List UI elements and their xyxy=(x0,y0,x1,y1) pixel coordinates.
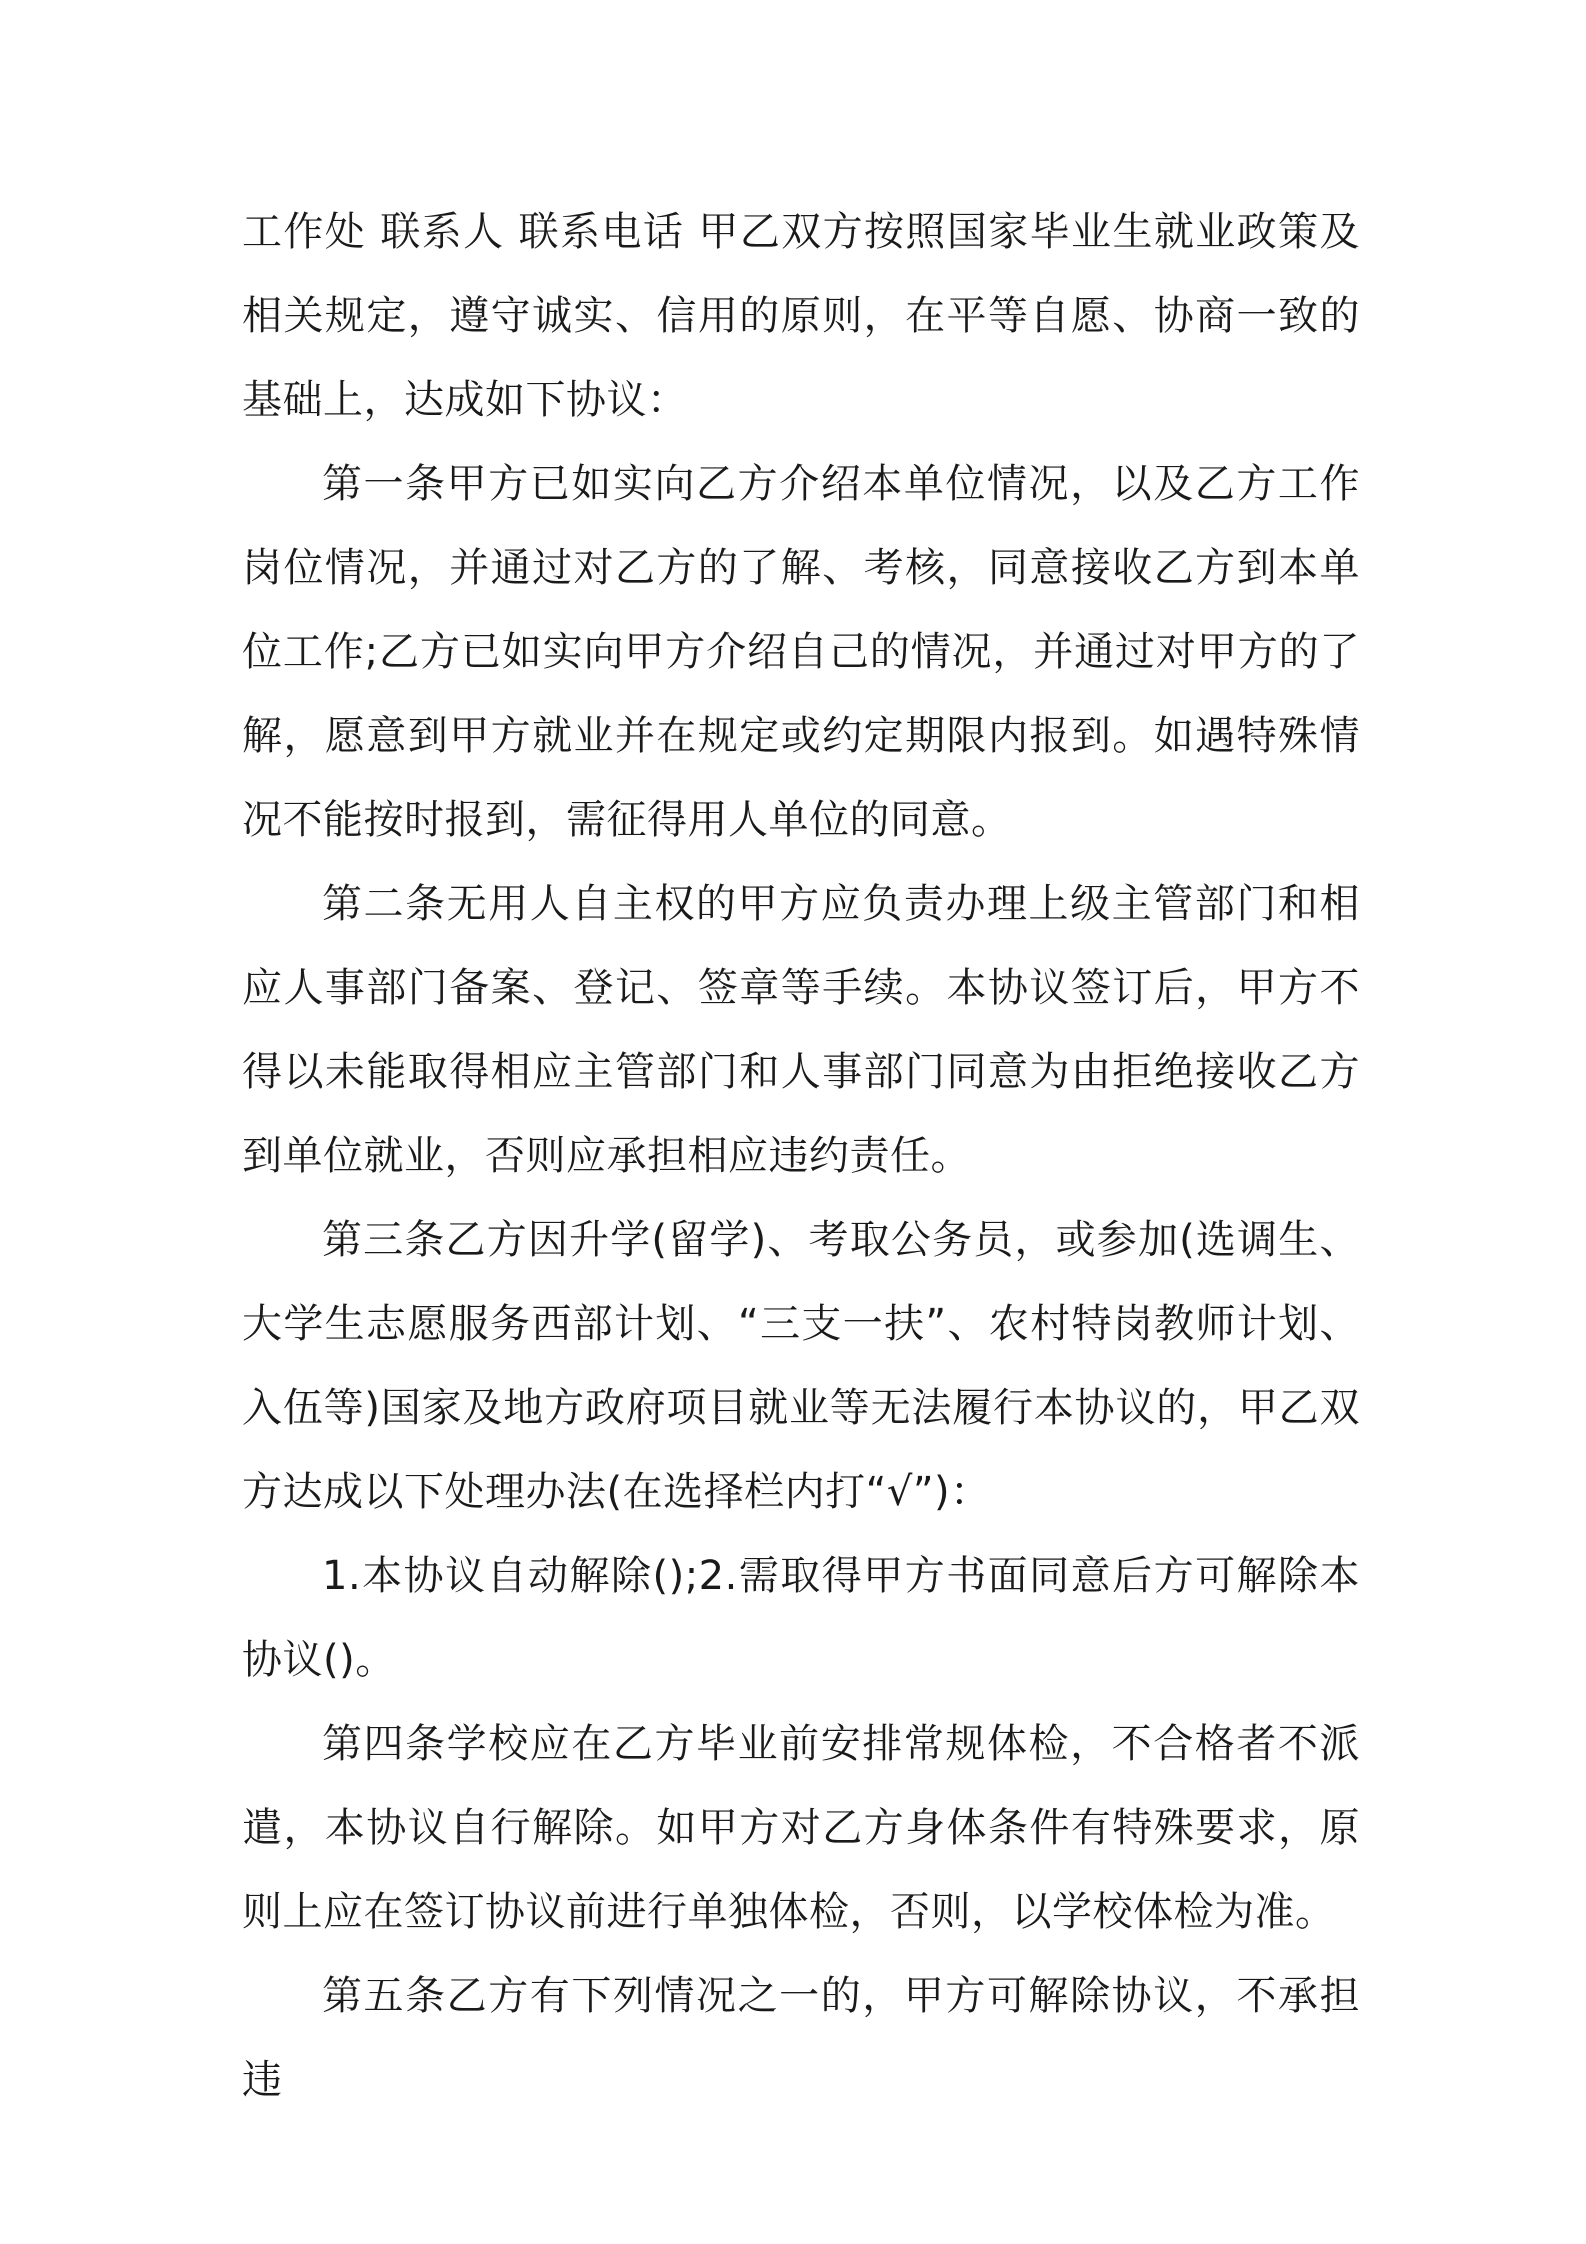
paragraph-article-2: 第二条无用人自主权的甲方应负责办理上级主管部门和相应人事部门备案、登记、签章等手续。本协议签订后，甲方不得以未能取得相应主管部门和人事部门同意为由拒绝接收乙方到单位就业，否则应承担相应违约责任。 xyxy=(242,881,1360,1179)
paragraph-article-3: 第三条乙方因升学(留学)、考取公务员，或参加(选调生、大学生志愿服务西部计划、“三支一扶”、农村特岗教师计划、入伍等)国家及地方政府项目就业等无法履行本协议的，甲乙双方达成以下处理办法(在选择栏内打“√”)： xyxy=(242,1217,1360,1515)
paragraph-article-3-options: 1.本协议自动解除();2.需取得甲方书面同意后方可解除本协议()。 xyxy=(242,1553,1360,1683)
paragraph-article-5: 第五条乙方有下列情况之一的，甲方可解除协议，不承担违 xyxy=(242,1973,1360,2103)
paragraph-article-4: 第四条学校应在乙方毕业前安排常规体检，不合格者不派遣，本协议自行解除。如甲方对乙方身体条件有特殊要求，原则上应在签订协议前进行单独体检，否则，以学校体检为准。 xyxy=(242,1721,1360,1935)
paragraph-preamble: 工作处 联系人 联系电话 甲乙双方按照国家毕业生就业政策及相关规定，遵守诚实、信用的原则，在平等自愿、协商一致的基础上，达成如下协议： xyxy=(242,209,1360,423)
document-page xyxy=(242,190,1360,2122)
paragraph-article-1: 第一条甲方已如实向乙方介绍本单位情况，以及乙方工作岗位情况，并通过对乙方的了解、考核，同意接收乙方到本单位工作;乙方已如实向甲方介绍自己的情况，并通过对甲方的了解，愿意到甲方就业并在规定或约定期限内报到。如遇特殊情况不能按时报到，需征得用人单位的同意。 xyxy=(242,461,1360,843)
